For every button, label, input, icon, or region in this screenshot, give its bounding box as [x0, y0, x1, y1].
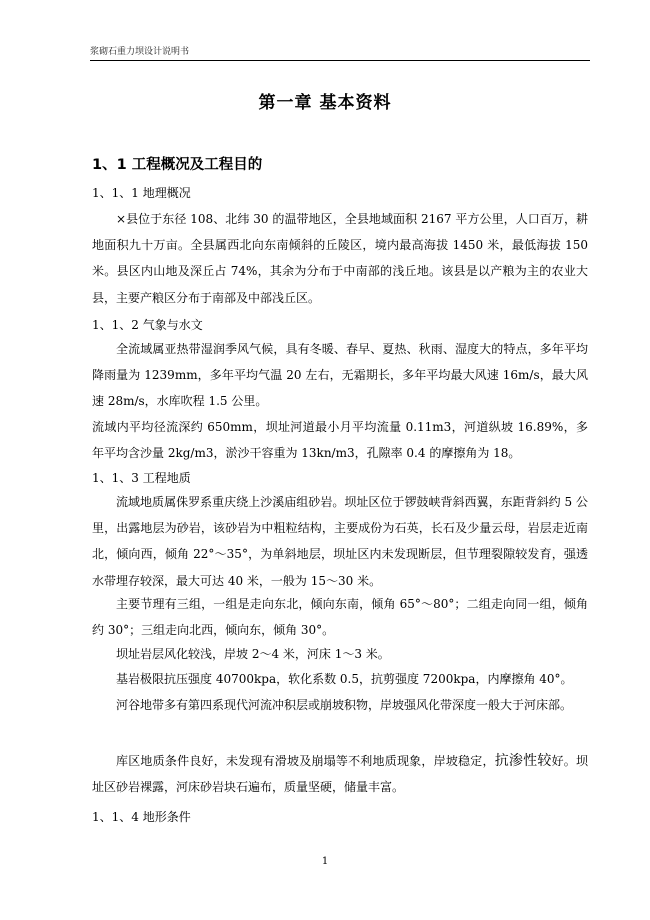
reservoir-text-a: 库区地质条件良好，未发现有滑坡及崩塌等不利地质现象，岸坡稳定，: [116, 754, 495, 768]
subsection-title-terrain: 1、1、4 地形条件: [92, 810, 191, 824]
paragraph-geology-2: 主要节理有三组，一组是走向东北，倾向东南，倾角 65°～80°；二组走向同一组，倾角约 30°；三组走向北西，倾向东，倾角 30°。: [92, 597, 588, 638]
subsection-title-geography: 1、1、1 地理概况: [92, 186, 191, 200]
chapter-title: 第一章 基本资料: [258, 93, 392, 113]
paragraph-climate: 全流域属亚热带湿润季风气候，具有冬暖、春早、夏热、秋雨、湿度大的特点，多年平均降雨量为 1239mm，多年平均气温 20 左右，无霜期长，多年平均最大风速 16m/s，最大风速 28m/s，水库吹程 1.5 公里。: [92, 342, 588, 409]
paragraph-geology-4: 基岩极限抗压强度 40700kpa，软化系数 0.5，抗剪强度 7200kpa，内摩擦角 40°。: [116, 672, 573, 686]
paragraph-reservoir: [92, 748, 588, 800]
paragraph-geology-1: 流域地质属侏罗系重庆绕上沙溪庙组砂岩。坝址区位于锣鼓峡背斜西翼，东距背斜约 5 公里，出露地层为砂岩，该砂岩为中粗粒结构，主要成份为石英，长石及少量云母，岩层走近南北，倾向西，倾角 22°～35°，为单斜地层，坝址区内未发现断层，但节理裂隙较发育，强透水带埋存较深，最大可达 40 米，一般为 15～30 米。: [92, 495, 588, 588]
reservoir-text-emphasis: 抗渗性较: [494, 753, 552, 769]
paragraph-geology-3: 坝址岩层风化较浅，岸坡 2～4 米，河床 1～3 米。: [116, 647, 390, 661]
paragraph-hydrology: 流域内平均径流深约 650mm，坝址河道最小月平均流量 0.11m3，河道纵坡 16.89%，多年平均含沙量 2kg/m3，淤沙干容重为 13kn/m3，孔隙率 0.4 的摩擦角为 18。: [92, 420, 588, 461]
paragraph-geography: ×县位于东径 108、北纬 30 的温带地区，全县地域面积 2167 平方公里，人口百万，耕地面积九十万亩。全县属西北向东南倾斜的丘陵区，境内最高海拔 1450 米，最低海拔 150 米。县区内山地及深丘占 74%，其余为分布于中南部的浅丘地。该县是以产粮为主的农业大县，主要产粮区分布于南部及中部浅丘区。: [92, 212, 588, 305]
section-title: 1、1 工程概况及工程目的: [92, 157, 263, 173]
subsection-title-geology: 1、1、3 工程地质: [92, 471, 191, 485]
page-number: 1: [321, 856, 329, 867]
subsection-title-climate: 1、1、2 气象与水文: [92, 318, 203, 332]
paragraph-geology-5: 河谷地带多有第四系现代河流冲积层或崩坡积物，岸坡强风化带深度一般大于河床部。: [116, 698, 573, 712]
reservoir-text-b: 好。坝址区砂岩裸露，河床砂岩块石遍布，质量坚硬，储量丰富。: [92, 754, 588, 795]
page-header: 浆砌石重力坝设计说明书: [90, 44, 590, 61]
